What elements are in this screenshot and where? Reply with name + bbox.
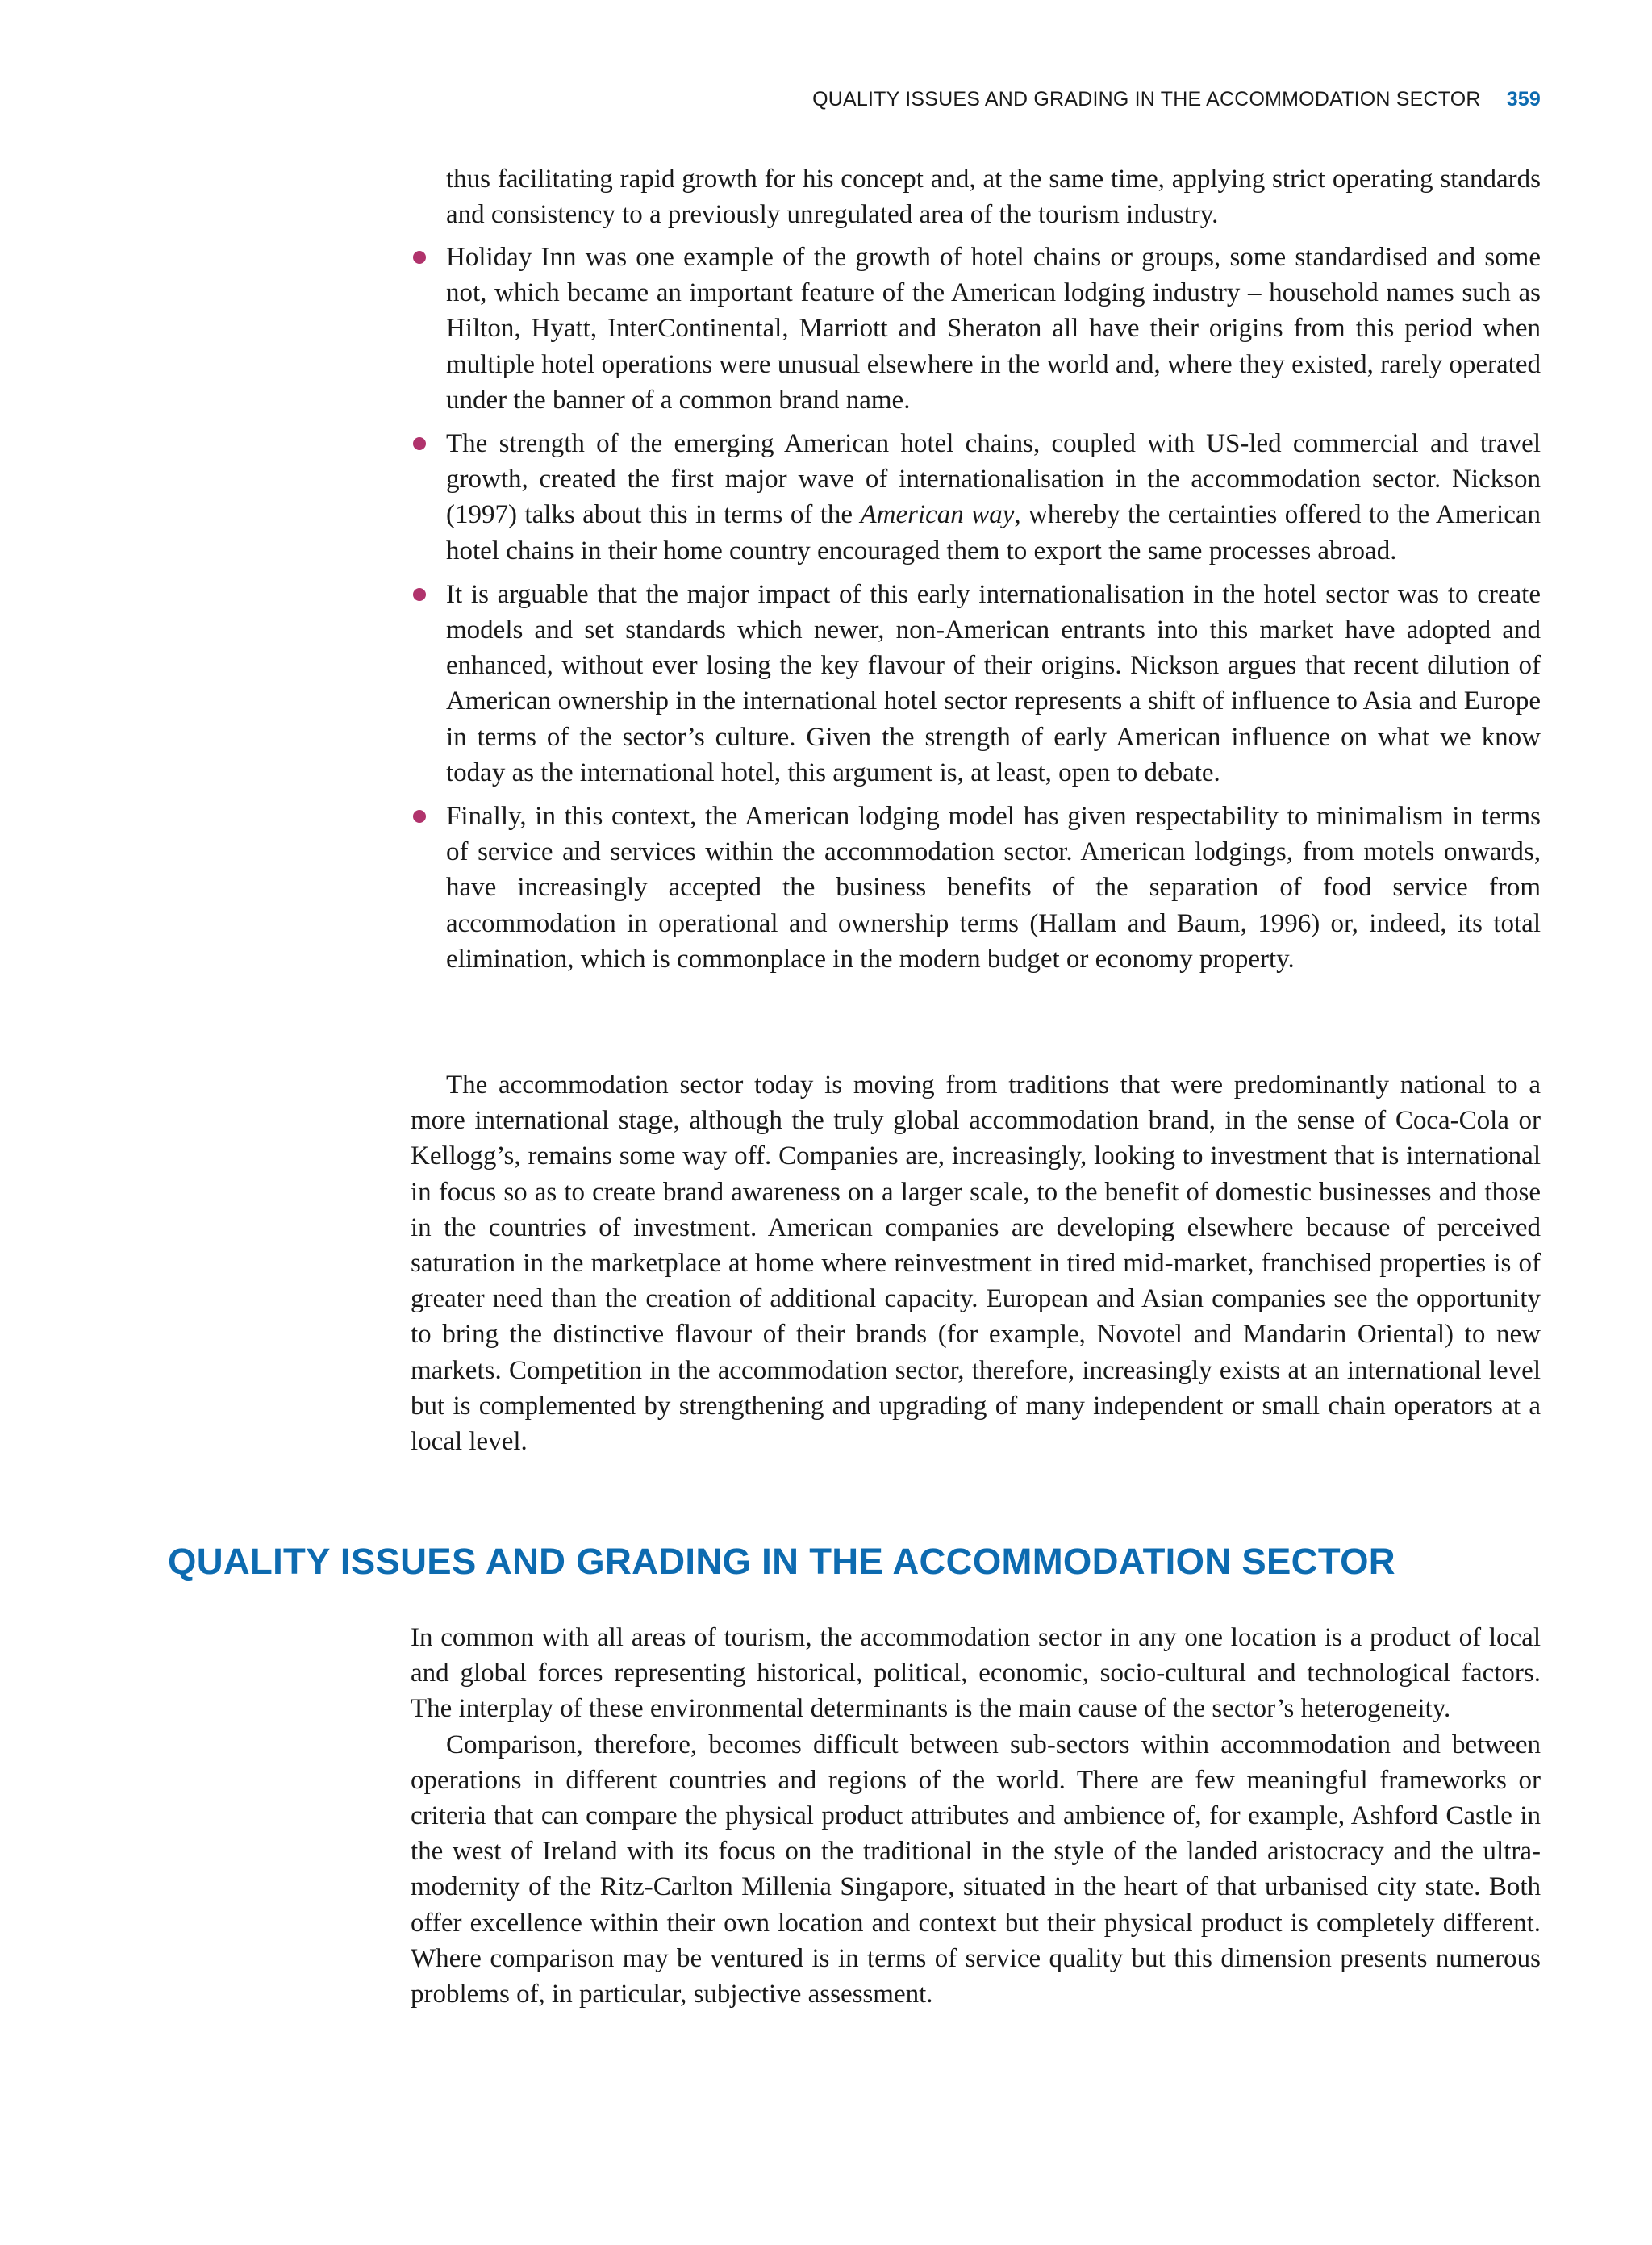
bullet-icon — [413, 437, 426, 450]
closing-section — [411, 1067, 1541, 1459]
bullet-list — [411, 240, 1541, 985]
bullet-text: Holiday Inn was one example of the growth of hotel chains or groups, some standardised and some not, which became an important feature of the American lodging industry – household names such as Hilton, Hyatt, InterContinental, Marriott and Sheraton all have their origins from this period when multiple hotel operations were unusual elsewhere in the world and, where they existed, rarely operated under the banner of a common brand name. — [446, 243, 1541, 415]
section-heading: QUALITY ISSUES AND GRADING IN THE ACCOMMODATION SECTOR — [168, 1541, 1395, 1582]
bullet-text: Finally, in this context, the American lodging model has given respectability to minimalism in terms of service and services within the accommodation sector. American lodgings, from motels onwards, have increasingly accepted the business benefits of the separation of food service from accommodation in operational and ownership terms (Hallam and Baum, 1996) or, indeed, its total elimination, which is commonplace in the modern budget or economy property. — [446, 802, 1541, 974]
bullet-icon — [413, 251, 426, 264]
list-item — [411, 426, 1541, 569]
bullet-text: It is arguable that the major impact of this early internationalisation in the hotel sector was to create models and set standards which newer, non-American entrants into this market have adopted and enhanced, without ever losing the key flavour of their origins. Nickson argues that recent dilution of American ownership in the international hotel sector represents a shift of influence to Asia and Europe in terms of the sector’s culture. Given the strength of early American influence on what we know today as the international hotel, this argument is, at least, open to debate. — [446, 579, 1541, 787]
section-body — [411, 1620, 1541, 2012]
bullet-text — [446, 426, 1541, 569]
bullet-icon — [413, 588, 426, 601]
bullet-text-segment: The strength of the emerging American hotel chains, coupled with US-led commercial and travel growth, created the first major wave of internationalisation in the accommodation sector. Nickson (1997) talks about this in terms of the — [446, 429, 1541, 530]
running-head-title: QUALITY ISSUES AND GRADING IN THE ACCOMMODATION SECTOR — [812, 88, 1481, 111]
list-item — [411, 240, 1541, 418]
running-head — [770, 88, 1541, 111]
section-paragraph: Comparison, therefore, becomes difficult between sub-sectors within accommodation and between operations in different countries and regions of the world. There are few meaningful frameworks or criteria that can compare the physical product attributes and ambience of, for example, Ashford Castle in the west of Ireland with its focus on the traditional in the style of the landed aristocracy and the ultra-modernity of the Ritz-Carlton Millenia Singapore, situated in the heart of that urbanised city state. Both offer excellence within their own location and context but their physical product is completely different. Where comparison may be ventured is in terms of service quality but this dimension presents numerous problems of, in particular, subjective assessment. — [411, 1730, 1541, 2009]
bullet-icon — [413, 810, 426, 823]
bullet-text-segment: , whereby the certainties offered to the American hotel chains in their home country encouraged them to export the same processes abroad. — [446, 500, 1541, 565]
closing-paragraph: The accommodation sector today is moving from traditions that were predominantly national to a more international stage, although the truly global accommodation brand, in the sense of Coca-Cola or Kellogg’s, remains some way off. Companies are, increasingly, looking to investment that is international in focus so as to create brand awareness on a larger scale, to the benefit of domestic businesses and those in the countries of investment. American companies are developing elsewhere because of perceived saturation in the marketplace at home where reinvestment in tired mid-market, franchised properties is of greater need than the creation of additional capacity. European and Asian companies see the opportunity to bring the distinctive flavour of their brands (for example, Novotel and Mandarin Oriental) to new markets. Competition in the accommodation sector, therefore, increasingly exists at an international level but is complemented by strengthening and upgrading of many independent or small chain operators at a local level. — [411, 1070, 1541, 1457]
emphasis-american-way: American way — [860, 500, 1015, 530]
continued-paragraph: thus facilitating rapid growth for his concept and, at the same time, applying strict operating standards and consistency to a previously unregulated area of the tourism industry. — [446, 165, 1541, 230]
list-item — [411, 799, 1541, 977]
section-paragraph: In common with all areas of tourism, the accommodation sector in any one location is a product of local and global forces representing historical, political, economic, socio-cultural and technological factors. The interplay of these environmental determinants is the main cause of the sector’s heterogeneity. — [411, 1623, 1541, 1724]
list-item — [411, 577, 1541, 791]
page-number: 359 — [1506, 88, 1541, 111]
